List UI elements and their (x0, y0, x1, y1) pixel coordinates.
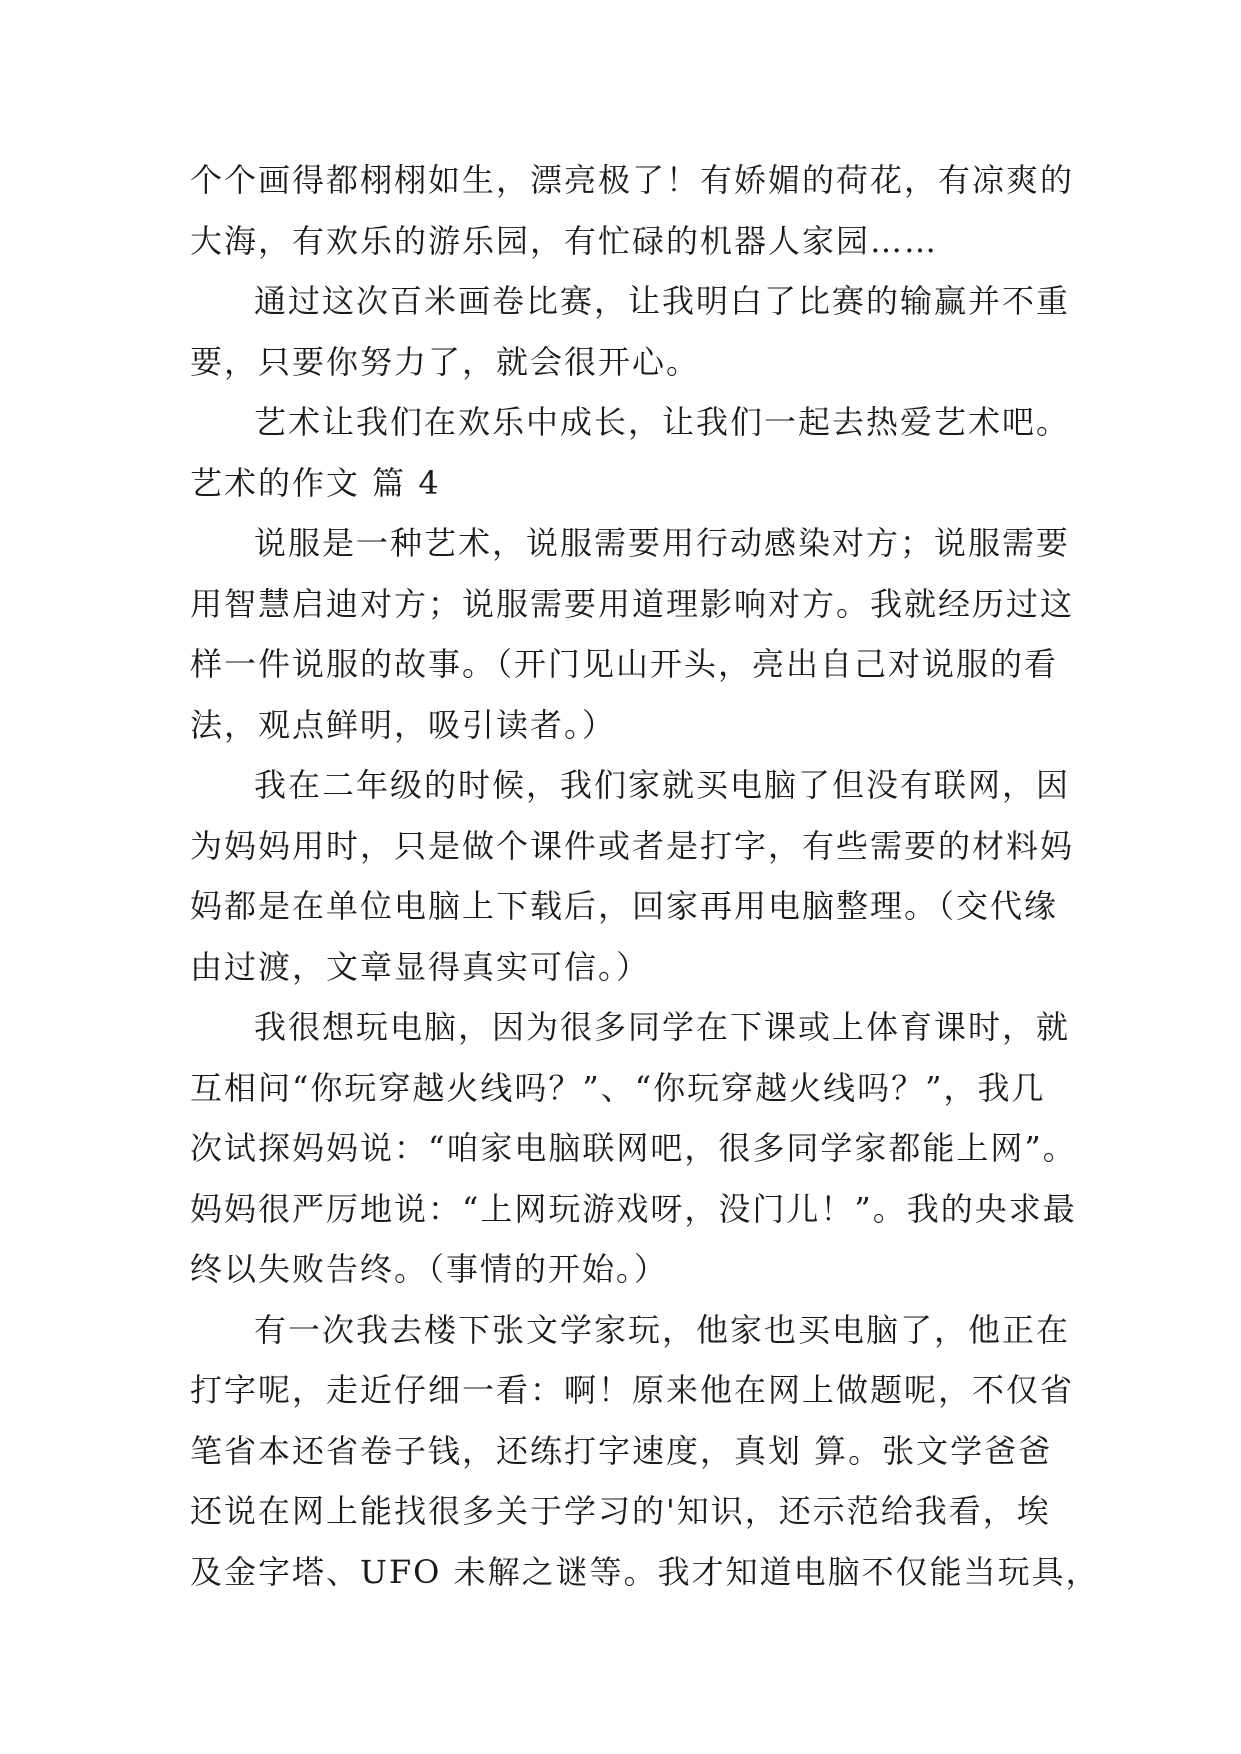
section-heading: 艺术的作文 篇 4 (190, 463, 441, 502)
text-line: 妈都是在单位电脑上下载后，回家再用电脑整理。（交代缘 (190, 887, 1059, 925)
text-line: 样一件说服的故事。（开门见山开头，亮出自己对说服的看 (190, 645, 1059, 683)
paragraph-start: 说服是一种艺术，说服需要用行动感染对方；说服需要 (254, 524, 1071, 562)
text-line: 要，只要你努力了，就会很开心。 (190, 342, 701, 381)
paragraph-start: 通过这次百米画卷比赛，让我明白了比赛的输赢并不重 (254, 282, 1071, 320)
text-line: 终以失败告终。（事情的开始。） (190, 1250, 669, 1288)
document-body (190, 150, 1100, 1602)
text-line: 及金字塔、UFO 未解之谜等。我才知道电脑不仅能当玩具， (190, 1552, 1100, 1591)
text-line: 次试探妈妈说：“咱家电脑联网吧，很多同学家都能上网”。 (190, 1129, 1077, 1167)
text-line: 还说在网上能找很多关于学习的'知识，还示范给我看，埃 (190, 1492, 1051, 1530)
text-line: 打字呢，走近仔细一看：啊！原来他在网上做题呢，不仅省 (190, 1371, 1075, 1409)
text-line: 妈妈很严厉地说：“上网玩游戏呀，没门儿！”。我的央求最 (190, 1189, 1077, 1228)
text-line: 用智慧启迪对方；说服需要用道理影响对方。我就经历过这 (190, 584, 1075, 623)
paragraph-start: 有一次我去楼下张文学家玩，他家也买电脑了，他正在 (254, 1310, 1071, 1349)
text-line: 互相问“你玩穿越火线吗？”、“你玩穿越火线吗？”，我几 (190, 1068, 1046, 1107)
text-line: 由过渡，文章显得真实可信。） (190, 947, 651, 986)
text-line: 为妈妈用时，只是做个课件或者是打字，有些需要的材料妈 (190, 826, 1075, 865)
paragraph-start: 我很想玩电脑，因为很多同学在下课或上体育课时，就 (254, 1008, 1071, 1046)
paragraph-start: 艺术让我们在欢乐中成长，让我们一起去热爱艺术吧。 (254, 403, 1071, 441)
text-line: 法，观点鲜明，吸引读者。） (190, 705, 617, 744)
paragraph-start: 我在二年级的时候，我们家就买电脑了但没有联网，因 (254, 766, 1071, 804)
text-line: 大海，有欢乐的游乐园，有忙碌的机器人家园…… (190, 221, 939, 260)
text-line: 笔省本还省卷子钱，还练打字速度，真划 算。张文学爸爸 (190, 1431, 1053, 1470)
text-line: 个个画得都栩栩如生，漂亮极了！有娇媚的荷花，有凉爽的 (190, 161, 1075, 199)
